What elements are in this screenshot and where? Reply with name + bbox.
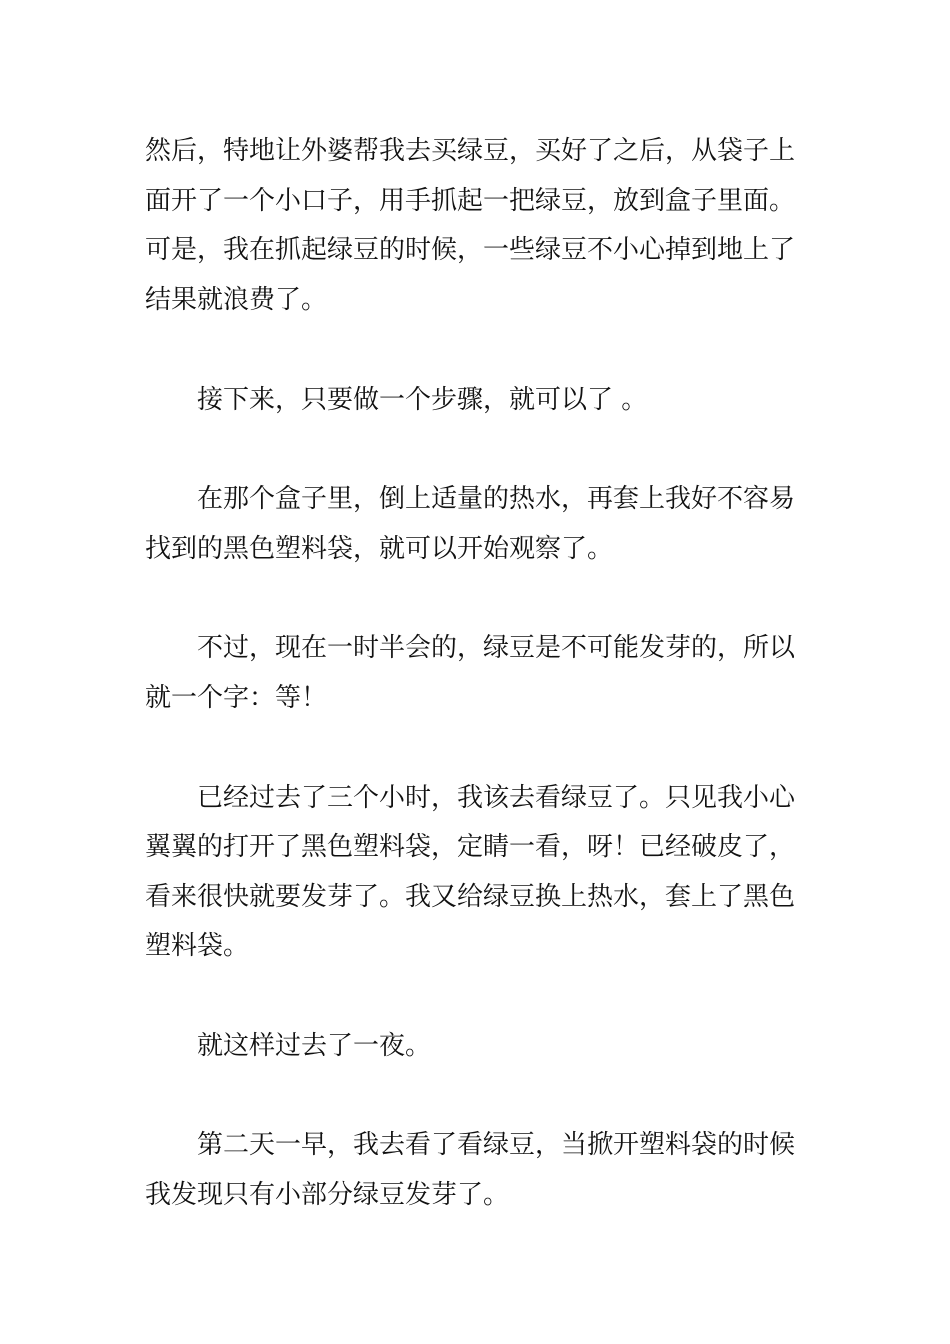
paragraph-5-line-3: 看来很快就要发芽了。我又给绿豆换上热水，套上了黑色 (145, 882, 796, 912)
paragraph-1-line-2: 面开了一个小口子，用手抓起一把绿豆，放到盒子里面。 (145, 186, 796, 216)
paragraph-1-line-3: 可是，我在抓起绿豆的时候，一些绿豆不小心掉到地上了 (145, 235, 796, 265)
paragraph-5-line-4: 塑料袋。 (145, 931, 250, 961)
paragraph-2-line-1: 接下来，只要做一个步骤，就可以了 。 (197, 385, 648, 415)
paragraph-7-line-1: 第二天一早，我去看了看绿豆，当掀开塑料袋的时候 (197, 1130, 796, 1160)
paragraph-5-line-1: 已经过去了三个小时，我该去看绿豆了。只见我小心 (197, 783, 796, 813)
paragraph-1-line-1: 然后，特地让外婆帮我去买绿豆，买好了之后，从袋子上 (145, 136, 796, 166)
paragraph-3-line-1: 在那个盒子里，倒上适量的热水，再套上我好不容易 (197, 484, 796, 514)
paragraph-1-line-4: 结果就浪费了。 (145, 285, 328, 315)
paragraph-7-line-2: 我发现只有小部分绿豆发芽了。 (145, 1180, 510, 1210)
paragraph-4-line-1: 不过，现在一时半会的，绿豆是不可能发芽的，所以 (197, 633, 796, 663)
paragraph-3-line-2: 找到的黑色塑料袋，就可以开始观察了。 (145, 534, 614, 564)
paragraph-4-line-2: 就一个字：等！ (145, 683, 328, 713)
paragraph-5-line-2: 翼翼的打开了黑色塑料袋，定睛一看，呀！已经破皮了， (145, 832, 796, 862)
paragraph-6-line-1: 就这样过去了一夜。 (197, 1031, 432, 1061)
